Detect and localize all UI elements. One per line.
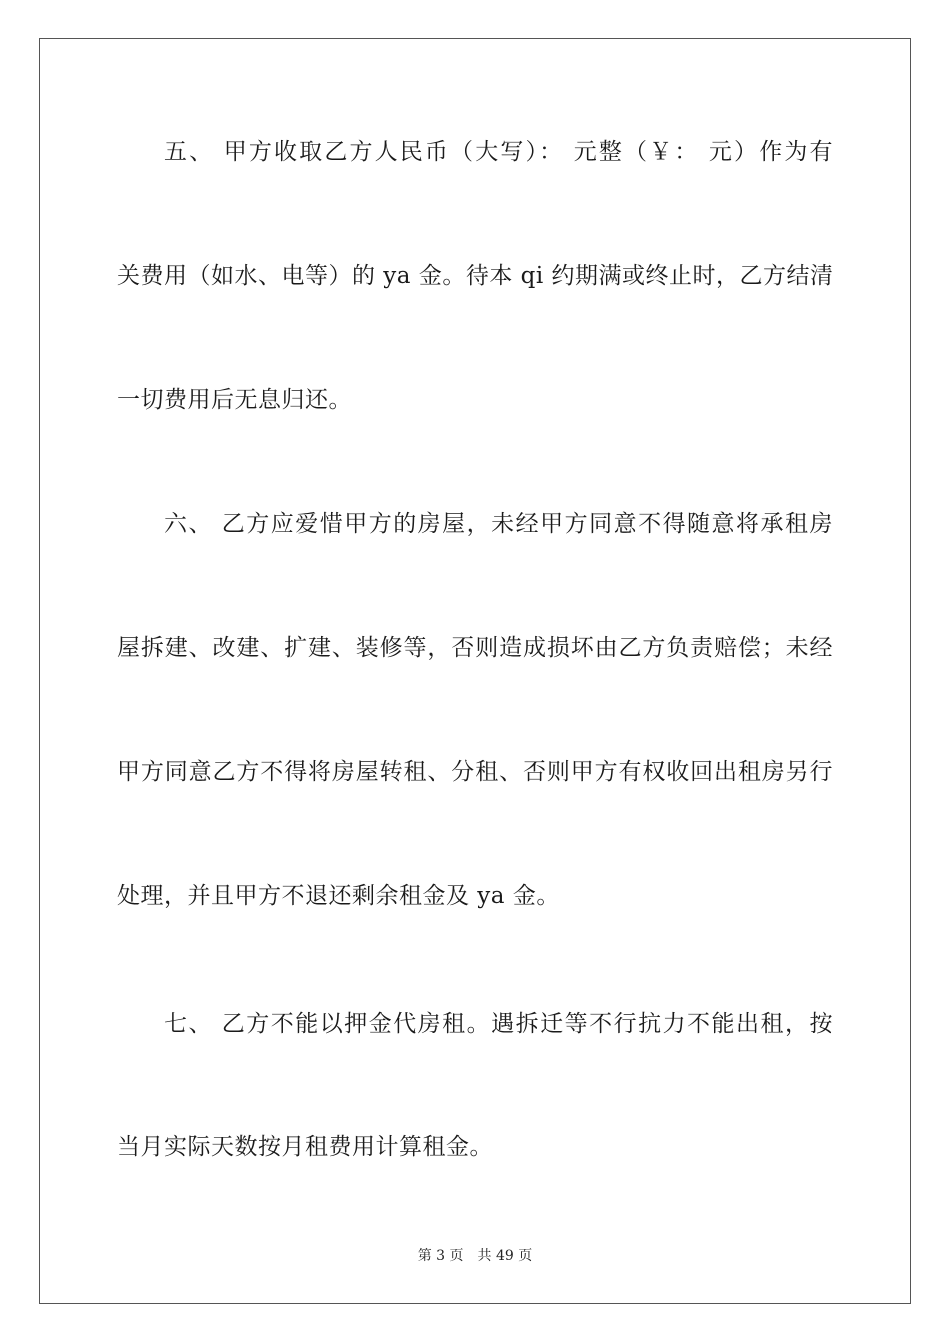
paragraph-6-line-2: 屋拆建、改建、扩建、装修等，否则造成损坏由乙方负责赔偿；未经 [117, 635, 833, 661]
page-total: 共 49 页 [477, 1248, 533, 1264]
page-border [39, 38, 911, 1304]
paragraph-6-line-3: 甲方同意乙方不得将房屋转租、分租、否则甲方有权收回出租房另行 [117, 759, 833, 785]
page-footer [0, 1247, 950, 1265]
paragraph-6-line-1: 六、 乙方应爱惜甲方的房屋，未经甲方同意不得随意将承租房 [164, 511, 833, 537]
paragraph-5-line-2: 关费用（如水、电等）的 ya 金。待本 qi 约期满或终止时，乙方结清 [117, 263, 834, 289]
paragraph-5-line-1: 五、 甲方收取乙方人民币（大写）： 元整（￥： 元）作为有 [164, 139, 833, 165]
paragraph-7-line-2: 当月实际天数按月租费用计算租金。 [117, 1134, 493, 1160]
paragraph-5-line-3: 一切费用后无息归还。 [117, 387, 352, 413]
paragraph-6-line-4: 处理，并且甲方不退还剩余租金及 ya 金。 [117, 883, 560, 909]
page-number: 第 3 页 [417, 1248, 464, 1264]
paragraph-7-line-1: 七、 乙方不能以押金代房租。遇拆迁等不行抗力不能出租，按 [164, 1011, 833, 1037]
